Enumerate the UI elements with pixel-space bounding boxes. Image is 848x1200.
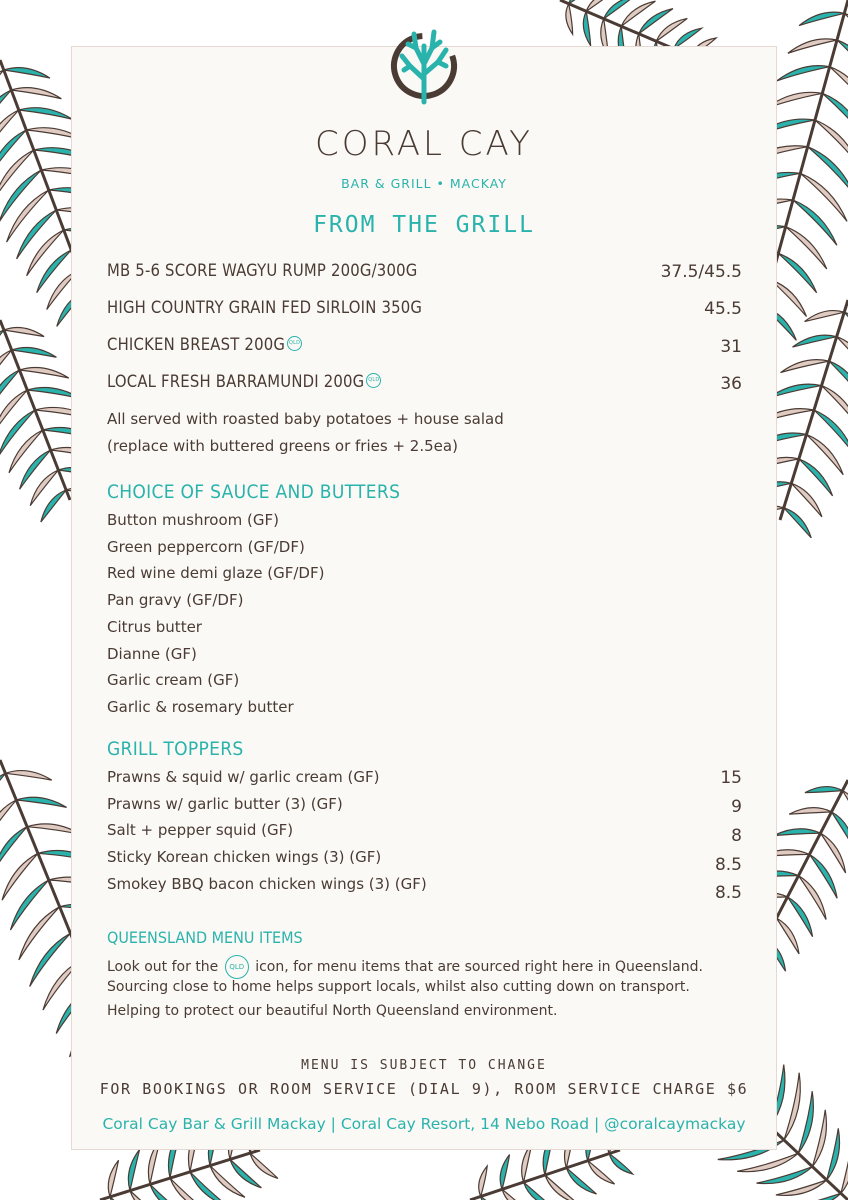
toppers-heading: GRILL TOPPERS: [107, 738, 244, 760]
topper-item: Prawns w/ garlic butter (3) (GF): [107, 795, 343, 813]
grill-item: MB 5-6 SCORE WAGYU RUMP 200G/300G: [107, 261, 418, 280]
sauce-item: Citrus butter: [107, 618, 202, 636]
grill-item: CHICKEN BREAST 200G QLD: [107, 335, 301, 354]
grill-item: LOCAL FRESH BARRAMUNDI 200G QLD: [107, 372, 380, 391]
grill-item-price: 31: [720, 337, 742, 357]
contact-line: Coral Cay Bar & Grill Mackay | Coral Cay Resort, 14 Nebo Road | @coralcaymackay: [102, 1115, 746, 1133]
grill-item: HIGH COUNTRY GRAIN FED SIRLOIN 350G: [107, 298, 423, 317]
grill-item-price: 37.5/45.5: [660, 262, 742, 282]
topper-item: Salt + pepper squid (GF): [107, 821, 294, 839]
topper-price: 8.5: [714, 883, 742, 903]
topper-item: Smokey BBQ bacon chicken wings (3) (GF): [107, 875, 427, 893]
served-note: All served with roasted baby potatoes + house salad: [107, 410, 504, 428]
sauce-item: Garlic & rosemary butter: [107, 698, 294, 716]
qld-icon: QLD: [287, 336, 302, 351]
topper-item: Prawns & squid w/ garlic cream (GF): [107, 768, 380, 786]
grill-item-price: 45.5: [704, 299, 742, 319]
sauces-heading: CHOICE OF SAUCE AND BUTTERS: [107, 481, 401, 503]
sauce-item: Red wine demi glaze (GF/DF): [107, 564, 325, 582]
coral-logo: [386, 24, 462, 106]
section-title: FROM THE GRILL: [313, 212, 535, 238]
topper-price: 8: [731, 826, 742, 846]
served-note: (replace with buttered greens or fries + 2.5ea): [107, 437, 458, 455]
sauce-item: Button mushroom (GF): [107, 511, 279, 529]
menu-change-notice: MENU IS SUBJECT TO CHANGE: [301, 1058, 547, 1073]
sauce-item: Green peppercorn (GF/DF): [107, 538, 305, 556]
grill-item-price: 36: [720, 374, 742, 394]
topper-price: 15: [720, 768, 742, 788]
topper-price: 8.5: [714, 855, 742, 875]
qld-icon: QLD: [225, 955, 249, 979]
qld-icon: QLD: [366, 373, 381, 388]
brand-name: CORAL CAY: [315, 124, 533, 164]
topper-item: Sticky Korean chicken wings (3) (GF): [107, 848, 382, 866]
qld-heading: QUEENSLAND MENU ITEMS: [107, 928, 303, 947]
qld-text: Sourcing close to home helps support locals, whilst also cutting down on transport.: [107, 979, 690, 995]
sauce-item: Garlic cream (GF): [107, 671, 240, 689]
sauce-item: Dianne (GF): [107, 645, 197, 663]
qld-text: Helping to protect our beautiful North Queensland environment.: [107, 1003, 558, 1019]
qld-text: Look out for the QLD icon, for menu items that are sourced right here in Queensland.: [107, 955, 703, 979]
bookings-notice: FOR BOOKINGS OR ROOM SERVICE (DIAL 9), ROOM SERVICE CHARGE $6: [99, 1080, 749, 1098]
topper-price: 9: [731, 797, 742, 817]
sauce-item: Pan gravy (GF/DF): [107, 591, 244, 609]
brand-subtitle: BAR & GRILL • MACKAY: [341, 176, 507, 191]
